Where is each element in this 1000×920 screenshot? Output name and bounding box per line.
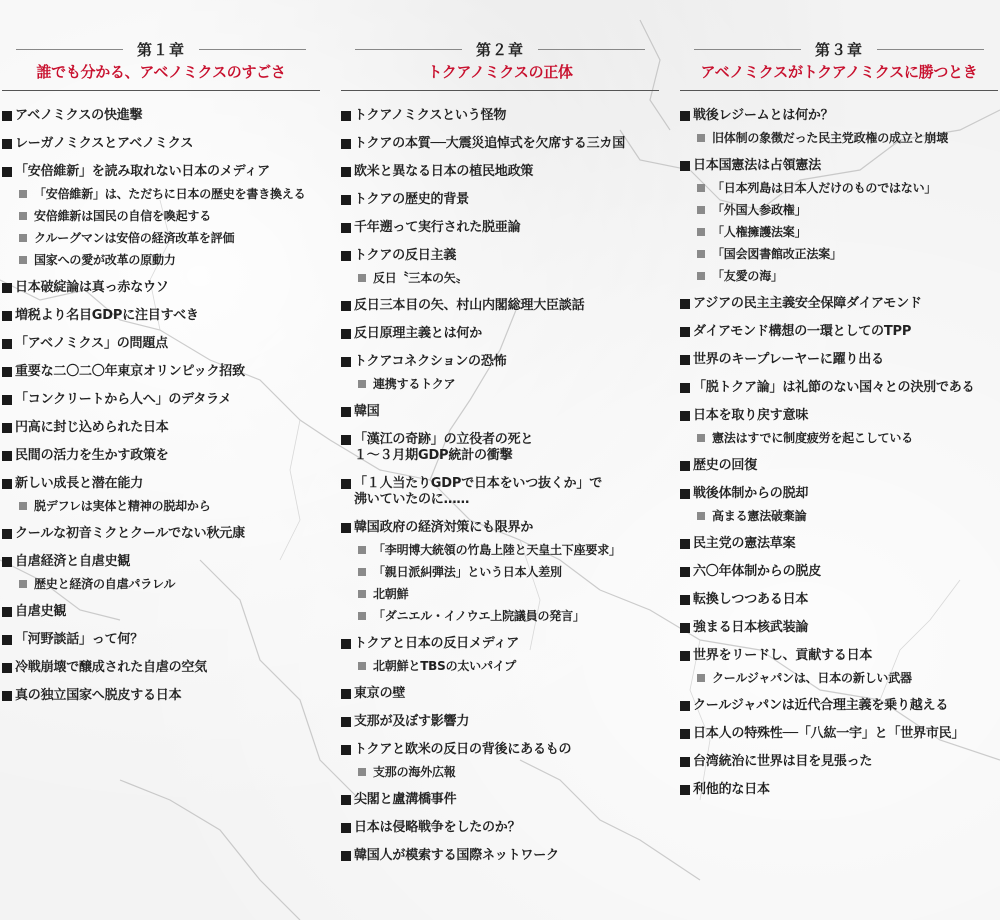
toc-subitem-label: 「国会図書館改正法案」 bbox=[712, 247, 842, 261]
toc-subitem-label: 高まる憲法破棄論 bbox=[712, 509, 807, 523]
toc-item bbox=[341, 136, 661, 152]
toc-item-label: トクアと欧米の反日の背後にあるもの bbox=[354, 742, 572, 757]
toc-item bbox=[2, 164, 322, 180]
toc-item bbox=[680, 408, 1000, 424]
toc-subitem-label: 憲法はすでに制度疲労を起こしている bbox=[712, 431, 913, 445]
toc-item bbox=[680, 592, 1000, 608]
bullet-square-icon bbox=[680, 161, 690, 171]
toc-item bbox=[680, 564, 1000, 580]
bullet-square-icon bbox=[341, 717, 351, 727]
bullet-square-icon bbox=[680, 539, 690, 549]
toc-item-label: 台湾統治に世界は目を見張った bbox=[693, 754, 873, 769]
toc-item-label: トクアコネクションの恐怖 bbox=[354, 354, 507, 369]
toc-item bbox=[680, 620, 1000, 636]
bullet-square-icon bbox=[341, 795, 351, 805]
bullet-square-icon bbox=[341, 223, 351, 233]
bullet-square-icon bbox=[341, 111, 351, 121]
toc-item-label: 「漢江の奇跡」の立役者の死と １〜３月期GDP統計の衝撃 bbox=[354, 432, 534, 463]
toc-item-label: 民間の活力を生かす政策を bbox=[15, 448, 169, 463]
toc-item bbox=[341, 248, 661, 264]
sub-bullet-square-icon bbox=[358, 568, 366, 576]
toc-item bbox=[341, 636, 661, 652]
bullet-square-icon bbox=[2, 395, 12, 405]
bullet-square-icon bbox=[680, 489, 690, 499]
toc-subitem-group bbox=[341, 658, 661, 674]
toc-item bbox=[341, 354, 661, 370]
toc-item-label: 戦後レジームとは何か？ bbox=[693, 108, 834, 123]
toc-subitem-label: クールジャパンは、日本の新しい武器 bbox=[712, 671, 912, 685]
bullet-square-icon bbox=[2, 557, 12, 567]
toc-item bbox=[2, 632, 322, 648]
toc-item bbox=[341, 792, 661, 808]
sub-bullet-square-icon bbox=[697, 228, 705, 236]
chapter-title: アベノミクスがトクアノミクスに勝つとき bbox=[700, 63, 978, 81]
bullet-square-icon bbox=[341, 357, 351, 367]
toc-subitem-label: 連携するトクア bbox=[373, 377, 456, 391]
toc-item-label: トクアノミクスという怪物 bbox=[354, 108, 507, 123]
toc-subitem bbox=[2, 252, 322, 268]
bullet-square-icon bbox=[2, 283, 12, 293]
toc-subitem-group bbox=[341, 270, 661, 286]
bullet-square-icon bbox=[2, 607, 12, 617]
toc-subitem bbox=[341, 564, 661, 580]
toc-item-label: 韓国人が模索する国際ネットワーク bbox=[354, 848, 559, 863]
toc-item-label: 世界をリードし、貢献する日本 bbox=[693, 648, 873, 663]
toc-item-label: 「脱トクア論」は礼節のない国々との決別である bbox=[693, 380, 975, 395]
toc-item-label: トクアと日本の反日メディア bbox=[354, 636, 520, 651]
chapter-items bbox=[2, 108, 322, 704]
bullet-square-icon bbox=[680, 461, 690, 471]
toc-item bbox=[680, 536, 1000, 552]
chapter-header bbox=[341, 38, 659, 91]
toc-item-label: 「アベノミクス」の問題点 bbox=[15, 336, 168, 351]
toc-subitem-label: 旧体制の象徴だった民主党政権の成立と崩壊 bbox=[712, 131, 949, 145]
toc-subitem bbox=[680, 202, 1000, 218]
toc-subitem bbox=[341, 764, 661, 780]
bullet-square-icon bbox=[341, 523, 351, 533]
toc-subitem bbox=[341, 608, 661, 624]
bullet-square-icon bbox=[680, 383, 690, 393]
sub-bullet-square-icon bbox=[19, 256, 27, 264]
chapter-items bbox=[341, 108, 661, 864]
toc-subitem-label: 北朝鮮 bbox=[373, 587, 409, 601]
toc-subitem-label: 「人権擁護法案」 bbox=[712, 225, 807, 239]
bullet-square-icon bbox=[680, 729, 690, 739]
toc-item bbox=[2, 604, 322, 620]
toc-subitem bbox=[341, 270, 661, 286]
toc-item-label: 民主党の憲法草案 bbox=[693, 536, 796, 551]
toc-item bbox=[341, 404, 661, 420]
toc-subitem bbox=[341, 658, 661, 674]
chapter-number: 第３章 bbox=[680, 38, 998, 60]
bullet-square-icon bbox=[2, 663, 12, 673]
toc-item-label: 欧米と異なる日本の植民地政策 bbox=[354, 164, 534, 179]
chapter-title: 誰でも分かる、アベノミクスのすごさ bbox=[36, 63, 286, 81]
sub-bullet-square-icon bbox=[358, 546, 366, 554]
sub-bullet-square-icon bbox=[697, 434, 705, 442]
toc-item bbox=[2, 364, 322, 380]
toc-item-label: 反日三本目の矢、村山内閣総理大臣談話 bbox=[354, 298, 585, 313]
toc-item bbox=[680, 458, 1000, 474]
toc-item bbox=[341, 164, 661, 180]
toc-item-label: 日本を取り戻す意味 bbox=[693, 408, 809, 423]
chapter-items bbox=[680, 108, 1000, 798]
toc-item-label: 日本破綻論は真っ赤なウソ bbox=[15, 280, 169, 295]
chapter-number: 第１章 bbox=[2, 38, 320, 60]
chapter-2-column bbox=[341, 38, 661, 876]
toc-item-label: 日本国憲法は占領憲法 bbox=[693, 158, 822, 173]
bullet-square-icon bbox=[2, 167, 12, 177]
toc-item bbox=[341, 220, 661, 236]
sub-bullet-square-icon bbox=[19, 190, 27, 198]
toc-subitem bbox=[680, 246, 1000, 262]
toc-item-label: ダイアモンド構想の一環としてのTPP bbox=[693, 324, 912, 339]
chapter-1-column bbox=[2, 38, 322, 716]
toc-item-label: 自虐史観 bbox=[15, 604, 67, 619]
toc-item-label: トクアの本質──大震災追悼式を欠席する三カ国 bbox=[354, 136, 625, 151]
bullet-square-icon bbox=[341, 689, 351, 699]
toc-item-label: 「１人当たりGDPで日本をいつ抜くか」で 沸いていたのに…… bbox=[354, 476, 602, 507]
bullet-square-icon bbox=[680, 701, 690, 711]
toc-item bbox=[680, 486, 1000, 502]
toc-item bbox=[2, 526, 322, 542]
bullet-square-icon bbox=[2, 367, 12, 377]
toc-item-label: 強まる日本核武装論 bbox=[693, 620, 809, 635]
bullet-square-icon bbox=[341, 167, 351, 177]
toc-subitem bbox=[680, 224, 1000, 240]
toc-item-label: 反日原理主義とは何か bbox=[354, 326, 483, 341]
toc-item bbox=[680, 296, 1000, 312]
chapter-title: トクアノミクスの正体 bbox=[427, 63, 573, 81]
bullet-square-icon bbox=[341, 639, 351, 649]
toc-item-label: クールジャパンは近代合理主義を乗り越える bbox=[693, 698, 949, 713]
sub-bullet-square-icon bbox=[697, 674, 705, 682]
toc-item bbox=[2, 108, 322, 124]
toc-subitem bbox=[680, 268, 1000, 284]
toc-item-label: 円高に封じ込められた日本 bbox=[15, 420, 169, 435]
toc-subitem bbox=[341, 542, 661, 558]
toc-item-label: 転換しつつある日本 bbox=[693, 592, 809, 607]
toc-item bbox=[680, 108, 1000, 124]
bullet-square-icon bbox=[341, 479, 351, 489]
bullet-square-icon bbox=[680, 111, 690, 121]
chapter-header bbox=[2, 38, 320, 91]
toc-item bbox=[341, 298, 661, 314]
toc-item bbox=[680, 754, 1000, 770]
toc-subitem-label: 「日本列島は日本人だけのものではない」 bbox=[712, 181, 937, 195]
toc-item-label: アジアの民主主義安全保障ダイアモンド bbox=[693, 296, 922, 311]
toc-item-label: レーガノミクスとアベノミクス bbox=[15, 136, 194, 151]
toc-item bbox=[680, 158, 1000, 174]
chapter-rule bbox=[341, 90, 659, 91]
toc-item bbox=[2, 476, 322, 492]
sub-bullet-square-icon bbox=[697, 184, 705, 192]
toc-item bbox=[680, 380, 1000, 396]
toc-item-label: 「コンクリートから人へ」のデタラメ bbox=[15, 392, 232, 407]
bullet-square-icon bbox=[680, 411, 690, 421]
toc-subitem-label: 「安倍維新」は、ただちに日本の歴史を書き換える bbox=[34, 187, 306, 201]
toc-item bbox=[2, 136, 322, 152]
bullet-square-icon bbox=[2, 691, 12, 701]
toc-subitem-label: 「李明博大統領の竹島上陸と天皇土下座要求」 bbox=[373, 543, 621, 557]
toc-item bbox=[341, 686, 661, 702]
toc-item-label: 戦後体制からの脱却 bbox=[693, 486, 809, 501]
toc-item bbox=[341, 108, 661, 124]
toc-subitem-label: 脱デフレは実体と精神の脱却から bbox=[34, 499, 211, 513]
toc-subitem bbox=[680, 508, 1000, 524]
toc-subitem-group bbox=[680, 430, 1000, 446]
toc-item-label: 真の独立国家へ脱皮する日本 bbox=[15, 688, 182, 703]
toc-subitem-group bbox=[680, 508, 1000, 524]
toc-item bbox=[2, 688, 322, 704]
toc-item bbox=[2, 336, 322, 352]
chapter-header bbox=[680, 38, 998, 91]
toc-item bbox=[680, 648, 1000, 664]
toc-item-label: 日本は侵略戦争をしたのか？ bbox=[354, 820, 521, 835]
toc-subitem-label: 支那の海外広報 bbox=[373, 765, 456, 779]
toc-item-label: 新しい成長と潜在能力 bbox=[15, 476, 144, 491]
bullet-square-icon bbox=[680, 757, 690, 767]
sub-bullet-square-icon bbox=[19, 234, 27, 242]
toc-item bbox=[680, 324, 1000, 340]
toc-item bbox=[2, 420, 322, 436]
sub-bullet-square-icon bbox=[697, 134, 705, 142]
sub-bullet-square-icon bbox=[358, 768, 366, 776]
toc-item bbox=[680, 698, 1000, 714]
toc-item-label: 韓国 bbox=[354, 404, 380, 419]
toc-item bbox=[341, 820, 661, 836]
toc-subitem-label: 歴史と経済の自虐パラレル bbox=[34, 577, 176, 591]
toc-item-label: 利他的な日本 bbox=[693, 782, 770, 797]
toc-item-label: 増税より名目GDPに注目すべき bbox=[15, 308, 199, 323]
bullet-square-icon bbox=[341, 329, 351, 339]
chapter-rule bbox=[680, 90, 998, 91]
toc-item-label: 世界のキープレーヤーに躍り出る bbox=[693, 352, 884, 367]
toc-subitem-group bbox=[341, 764, 661, 780]
bullet-square-icon bbox=[680, 651, 690, 661]
toc-subitem bbox=[2, 576, 322, 592]
toc-item-label: 韓国政府の経済対策にも限界か bbox=[354, 520, 534, 535]
toc-item-label: 「河野談話」って何？ bbox=[15, 632, 144, 647]
chapter-number: 第２章 bbox=[341, 38, 659, 60]
toc-item-label: 支那が及ぼす影響力 bbox=[354, 714, 470, 729]
toc-subitem bbox=[341, 376, 661, 392]
bullet-square-icon bbox=[680, 595, 690, 605]
toc-item-label: 六〇年体制からの脱皮 bbox=[693, 564, 822, 579]
toc-item-label: アベノミクスの快進撃 bbox=[15, 108, 143, 123]
bullet-square-icon bbox=[341, 435, 351, 445]
toc-subitem bbox=[2, 498, 322, 514]
sub-bullet-square-icon bbox=[697, 250, 705, 258]
toc-item bbox=[680, 726, 1000, 742]
bullet-square-icon bbox=[680, 355, 690, 365]
sub-bullet-square-icon bbox=[358, 590, 366, 598]
toc-item bbox=[680, 352, 1000, 368]
bullet-square-icon bbox=[2, 111, 12, 121]
toc-item bbox=[341, 520, 661, 536]
bullet-square-icon bbox=[341, 745, 351, 755]
toc-subitem-label: 「外国人参政権」 bbox=[712, 203, 807, 217]
toc-item-label: 自虐経済と自虐史観 bbox=[15, 554, 131, 569]
bullet-square-icon bbox=[2, 479, 12, 489]
toc-item bbox=[2, 280, 322, 296]
bullet-square-icon bbox=[680, 623, 690, 633]
bullet-square-icon bbox=[341, 823, 351, 833]
toc-item bbox=[341, 714, 661, 730]
sub-bullet-square-icon bbox=[697, 206, 705, 214]
bullet-square-icon bbox=[2, 529, 12, 539]
toc-item bbox=[341, 848, 661, 864]
toc-item-label: クールな初音ミクとクールでない秋元康 bbox=[15, 526, 245, 541]
toc-subitem bbox=[680, 130, 1000, 146]
toc-subitem-label: 反日〝三本の矢〟 bbox=[373, 271, 468, 285]
toc-item bbox=[341, 742, 661, 758]
bullet-square-icon bbox=[341, 301, 351, 311]
bullet-square-icon bbox=[2, 423, 12, 433]
toc-item bbox=[2, 392, 322, 408]
bullet-square-icon bbox=[2, 311, 12, 321]
toc-item-label: トクアの歴史的背景 bbox=[354, 192, 469, 207]
toc-subitem-group bbox=[680, 180, 1000, 284]
toc-subitem bbox=[2, 208, 322, 224]
toc-subitem bbox=[680, 670, 1000, 686]
bullet-square-icon bbox=[2, 339, 12, 349]
toc-item-label: 歴史の回復 bbox=[693, 458, 758, 473]
toc-subitem bbox=[2, 230, 322, 246]
bullet-square-icon bbox=[2, 451, 12, 461]
sub-bullet-square-icon bbox=[697, 512, 705, 520]
bullet-square-icon bbox=[680, 327, 690, 337]
sub-bullet-square-icon bbox=[19, 212, 27, 220]
sub-bullet-square-icon bbox=[358, 612, 366, 620]
toc-subitem bbox=[341, 586, 661, 602]
toc-item-label: 千年遡って実行された脱亜論 bbox=[354, 220, 521, 235]
sub-bullet-square-icon bbox=[358, 662, 366, 670]
bullet-square-icon bbox=[341, 139, 351, 149]
toc-subitem bbox=[680, 180, 1000, 196]
toc-item bbox=[2, 660, 322, 676]
toc-item-label: トクアの反日主義 bbox=[354, 248, 457, 263]
toc-subitem-group bbox=[680, 130, 1000, 146]
toc-item bbox=[341, 192, 661, 208]
toc-item-label: 冷戦崩壊で醸成された自虐の空気 bbox=[15, 660, 208, 675]
bullet-square-icon bbox=[680, 299, 690, 309]
toc-subitem-group bbox=[341, 376, 661, 392]
toc-subitem bbox=[680, 430, 1000, 446]
toc-subitem-group bbox=[2, 576, 322, 592]
bullet-square-icon bbox=[680, 785, 690, 795]
toc-item bbox=[341, 326, 661, 342]
bullet-square-icon bbox=[2, 635, 12, 645]
toc-item bbox=[2, 554, 322, 570]
sub-bullet-square-icon bbox=[358, 274, 366, 282]
bullet-square-icon bbox=[341, 851, 351, 861]
toc-subitem-group bbox=[680, 670, 1000, 686]
toc-subitem-label: 「親日派糾弾法」という日本人差別 bbox=[373, 565, 562, 579]
sub-bullet-square-icon bbox=[19, 502, 27, 510]
toc-subitem-group bbox=[2, 498, 322, 514]
toc-subitem-label: 「ダニエル・イノウエ上院議員の発言」 bbox=[373, 609, 585, 623]
toc-subitem-group bbox=[341, 542, 661, 624]
sub-bullet-square-icon bbox=[19, 580, 27, 588]
toc-item-label: 重要な二〇二〇年東京オリンピック招致 bbox=[15, 364, 245, 379]
chapter-rule bbox=[2, 90, 320, 91]
toc-item-label: 東京の壁 bbox=[354, 686, 406, 701]
sub-bullet-square-icon bbox=[697, 272, 705, 280]
toc-item-label: 日本人の特殊性──「八紘一宇」と「世界市民」 bbox=[693, 726, 965, 741]
bullet-square-icon bbox=[341, 195, 351, 205]
toc-item-label: 尖閣と盧溝橋事件 bbox=[354, 792, 457, 807]
toc-item bbox=[2, 308, 322, 324]
toc-item bbox=[341, 476, 661, 508]
toc-subitem-group bbox=[2, 186, 322, 268]
bullet-square-icon bbox=[680, 567, 690, 577]
bullet-square-icon bbox=[341, 407, 351, 417]
toc-item bbox=[341, 432, 661, 464]
toc-subitem-label: 安倍維新は国民の自信を喚起する bbox=[34, 209, 212, 223]
toc-item bbox=[680, 782, 1000, 798]
toc-item-label: 「安倍維新」を読み取れない日本のメディア bbox=[15, 164, 270, 179]
toc-item bbox=[2, 448, 322, 464]
toc-subitem-label: 「友愛の海」 bbox=[712, 269, 783, 283]
sub-bullet-square-icon bbox=[358, 380, 366, 388]
toc-subitem-label: 国家への愛が改革の原動力 bbox=[34, 253, 176, 267]
toc-subitem-label: クルーグマンは安倍の経済改革を評価 bbox=[34, 231, 235, 245]
toc-subitem bbox=[2, 186, 322, 202]
bullet-square-icon bbox=[2, 139, 12, 149]
toc-subitem-label: 北朝鮮とTBSの太いパイプ bbox=[373, 659, 517, 673]
bullet-square-icon bbox=[341, 251, 351, 261]
chapter-3-column bbox=[680, 38, 1000, 810]
